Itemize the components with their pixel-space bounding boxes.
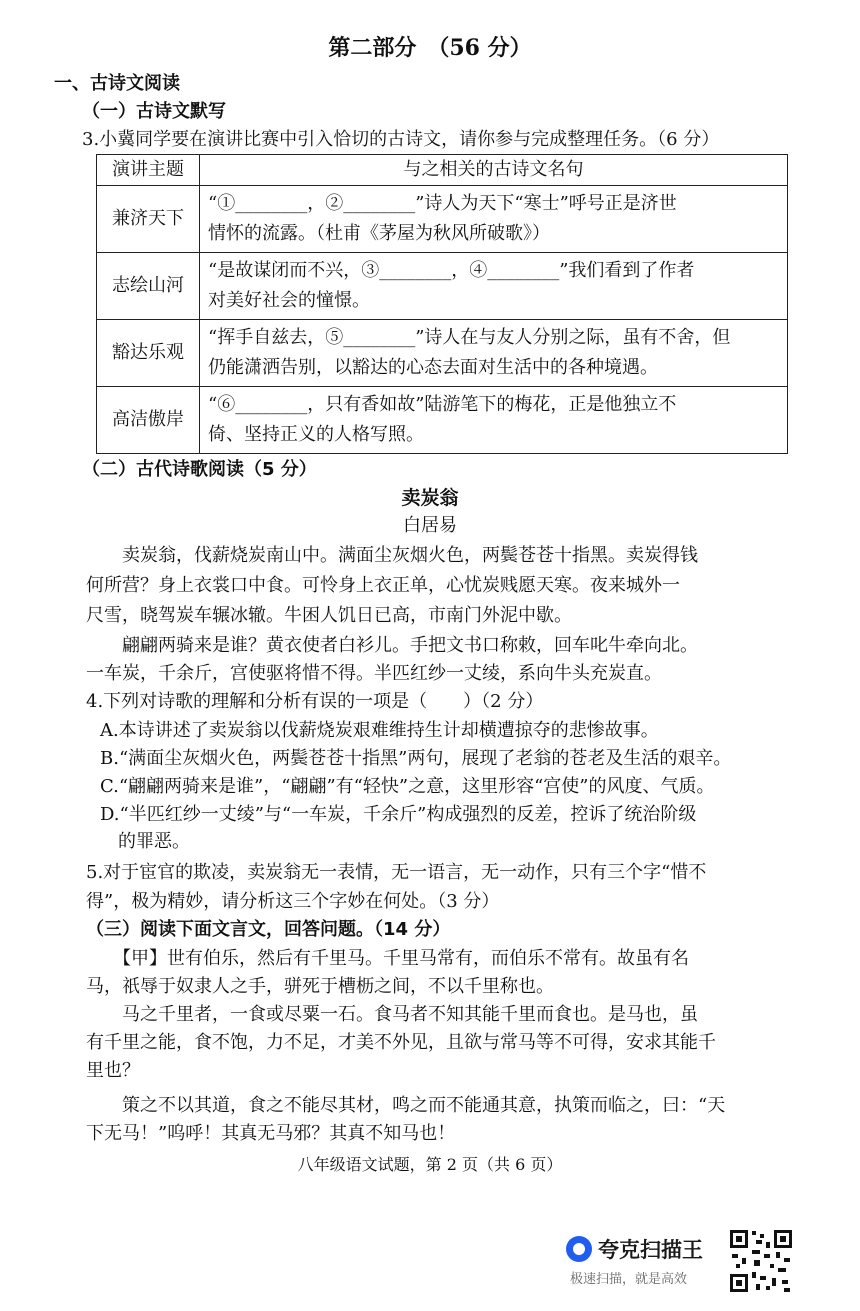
- table-cell-theme: 豁达乐观: [97, 320, 200, 387]
- table-row: [97, 186, 788, 253]
- quark-logo-icon: [566, 1236, 592, 1262]
- table-header-lines: 与之相关的古诗文名句: [200, 155, 788, 186]
- classical-text-line: 里也？: [86, 1060, 140, 1081]
- poem-line: 一车炭，千余斤，宫使驱将惜不得。半匹红纱一丈绫，系向牛头充炭直。: [86, 663, 662, 684]
- scanner-watermark: [566, 1232, 726, 1292]
- poem-line: 翩翩两骑来是谁？黄衣使者白衫儿。手把文书口称敕，回车叱牛牵向北。: [86, 635, 698, 656]
- cell-line: “①________，②________”诗人为天下“寒士”呼号正是济世: [208, 193, 677, 214]
- question-5: 5.对于宦官的欺凌，卖炭翁无一表情，无一语言，无一动作，只有三个字“惜不: [86, 862, 707, 883]
- subsection-heading-recite: （一）古诗文默写: [82, 101, 226, 122]
- subsection-heading-poetry: （二）古代诗歌阅读（5 分）: [82, 459, 317, 480]
- poem-line: 何所营？身上衣裳口中食。可怜身上衣正单，心忧炭贱愿天寒。夜来城外一: [86, 575, 680, 596]
- table-row: [97, 320, 788, 387]
- classical-text-line: 马，祇辱于奴隶人之手，骈死于槽枥之间，不以千里称也。: [86, 976, 554, 997]
- table-row: [97, 253, 788, 320]
- table-cell-lines: [200, 253, 788, 320]
- subsection-heading-classical: （三）阅读下面文言文，回答问题。（14 分）: [86, 919, 451, 940]
- classical-text-line: 【甲】世有伯乐，然后有千里马。千里马常有，而伯乐不常有。故虽有名: [86, 948, 689, 969]
- cell-line: “是故谋闭而不兴，③________，④________”我们看到了作者: [208, 260, 695, 281]
- cell-line: “挥手自兹去，⑤________”诗人在与友人分别之际，虽有不舍，但: [208, 327, 731, 348]
- poem-line: 尺雪，晓驾炭车辗冰辙。牛困人饥日已高，市南门外泥中歇。: [86, 605, 572, 626]
- section-heading: 一、古诗文阅读: [54, 73, 180, 94]
- option-b: B.“满面尘灰烟火色，两鬓苍苍十指黑”两句，展现了老翁的苍老及生活的艰辛。: [100, 748, 732, 769]
- table-cell-theme: 志绘山河: [97, 253, 200, 320]
- question-5-continued: 得”，极为精妙，请分析这三个字妙在何处。（3 分）: [86, 891, 500, 912]
- cell-line: 情怀的流露。（杜甫《茅屋为秋风所破歌》）: [208, 223, 550, 244]
- option-c: C.“翩翩两骑来是谁”，“翩翩”有“轻快”之意，这里形容“宫使”的风度、气质。: [100, 776, 715, 797]
- table-cell-theme: 兼济天下: [97, 186, 200, 253]
- recitation-table: [96, 154, 788, 454]
- question-4: 4.下列对诗歌的理解和分析有误的一项是（ ）（2 分）: [86, 691, 544, 712]
- cell-line: “⑥________，只有香如故”陆游笔下的梅花，正是他独立不: [208, 394, 677, 415]
- table-cell-lines: [200, 387, 788, 454]
- table-header-row: [97, 155, 788, 186]
- table-cell-theme: 高洁傲岸: [97, 387, 200, 454]
- classical-text-line: 下无马！”呜呼！其真无马邪？其真不知马也！: [86, 1123, 456, 1144]
- table-cell-lines: [200, 320, 788, 387]
- table-row: [97, 387, 788, 454]
- watermark-name: 夸克扫描王: [598, 1238, 703, 1262]
- classical-text-line: 马之千里者，一食或尽粟一石。食马者不知其能千里而食也。是马也，虽: [86, 1004, 698, 1025]
- cell-line: 倚、坚持正义的人格写照。: [208, 424, 424, 445]
- poem-author: 白居易: [403, 515, 457, 536]
- option-d-continued: 的罪恶。: [100, 831, 190, 852]
- table-cell-lines: [200, 186, 788, 253]
- cell-line: 仍能潇洒告别，以豁达的心态去面对生活中的各种境遇。: [208, 357, 658, 378]
- option-a: A.本诗讲述了卖炭翁以伐薪烧炭艰难维持生计却横遭掠夺的悲惨故事。: [100, 720, 659, 741]
- classical-text-line: 有千里之能，食不饱，力不足，才美不外见，且欲与常马等不可得，安求其能千: [86, 1032, 716, 1053]
- cell-line: 对美好社会的憧憬。: [208, 290, 370, 311]
- page-title: 第二部分 （56 分）: [328, 35, 532, 61]
- qr-code-icon: [728, 1228, 794, 1294]
- option-d: D.“半匹红纱一丈绫”与“一车炭，千余斤”构成强烈的反差，控诉了统治阶级: [100, 804, 697, 825]
- classical-text-line: 策之不以其道，食之不能尽其材，鸣之而不能通其意，执策而临之，曰：“天: [86, 1095, 726, 1116]
- poem-title: 卖炭翁: [401, 487, 459, 509]
- table-header-theme: 演讲主题: [97, 155, 200, 186]
- poem-line: 卖炭翁，伐薪烧炭南山中。满面尘灰烟火色，两鬓苍苍十指黑。卖炭得钱: [86, 545, 698, 566]
- question-3: 3.小冀同学要在演讲比赛中引入恰切的古诗文，请你参与完成整理任务。（6 分）: [82, 129, 720, 150]
- page-footer: 八年级语文试题，第 2 页（共 6 页）: [297, 1155, 563, 1174]
- watermark-slogan: 极速扫描，就是高效: [570, 1272, 688, 1287]
